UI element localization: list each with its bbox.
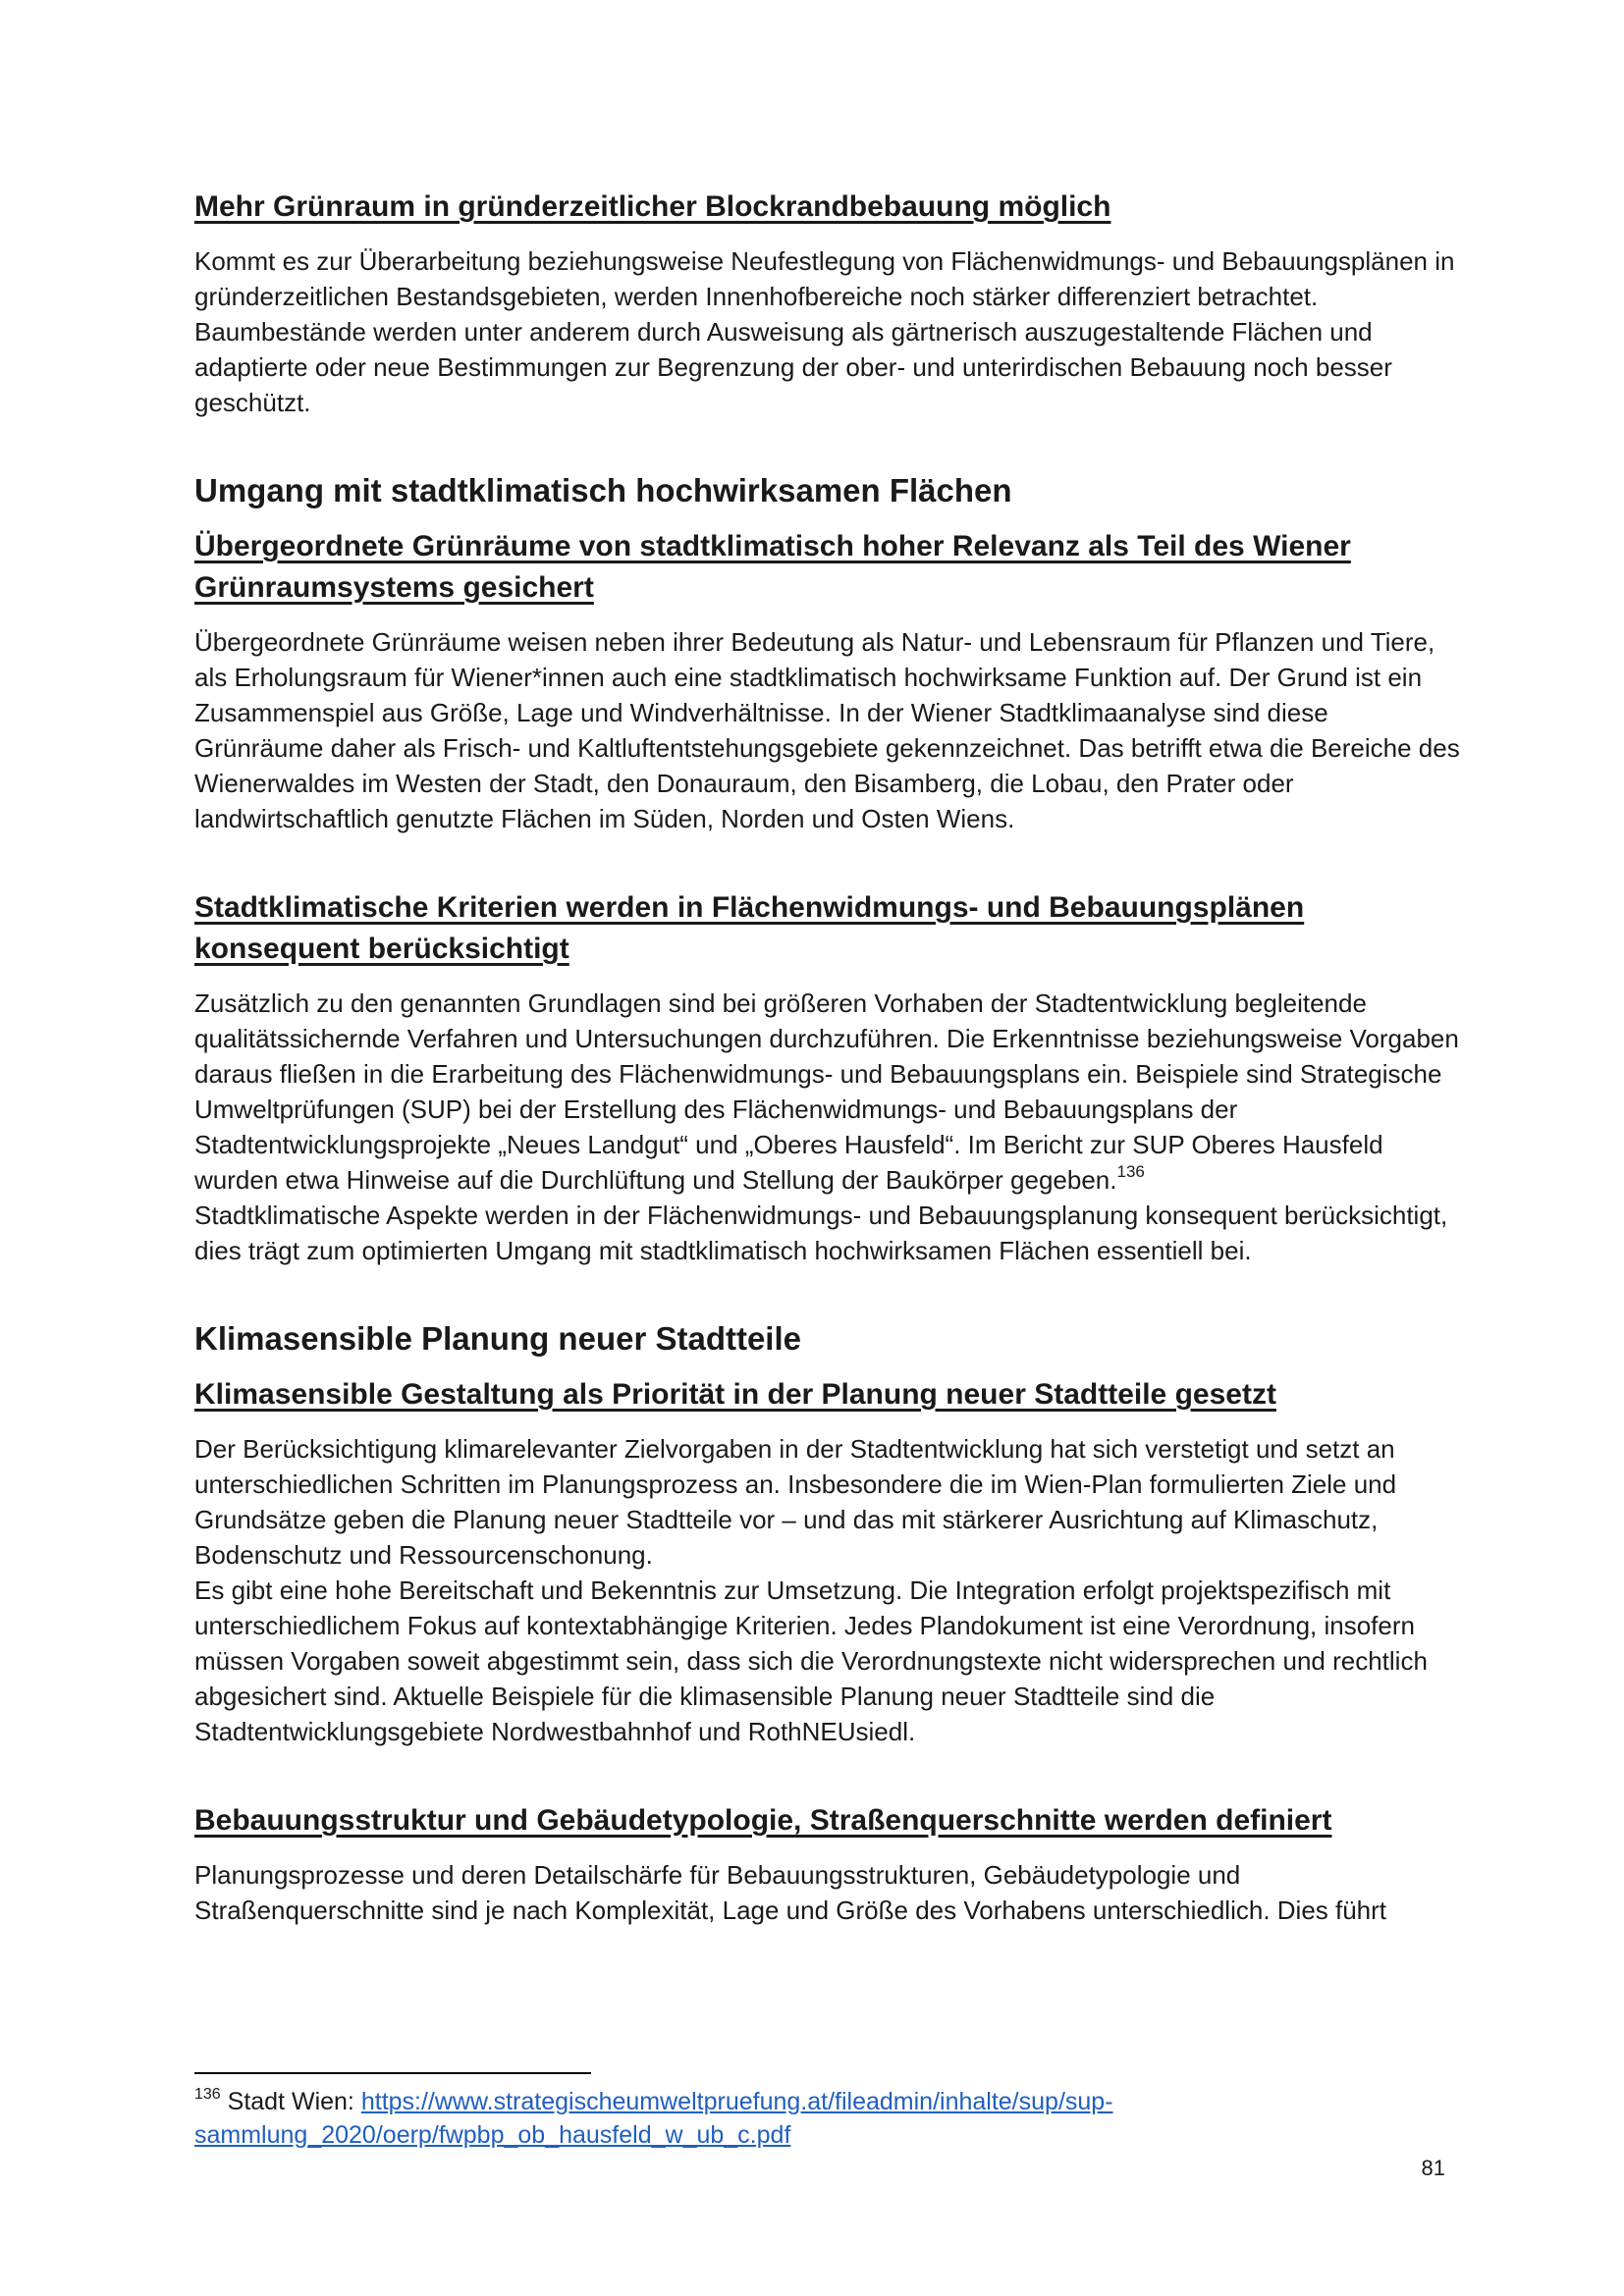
paragraph-kriterien-2: Stadtklimatische Aspekte werden in der Flächenwidmungs- und Bebauungsplanung konsequent berücksichtigt, dies trägt zum optimierten Umgang mit stadtklimatisch hochwirksamen Flächen essentiell bei. [194,1201,1448,1265]
paragraph-kriterien-1: Zusätzlich zu den genannten Grundlagen sind bei größeren Vorhaben der Stadtentwicklung begleitende qualitätssichernde Verfahren und Untersuchungen durchzuführen. Die Erkenntnisse beziehungsweise Vorgaben daraus fließen in die Erarbeitung des Flächenwidmungs- und Bebauungsplans ein. Beispiele sind Strategische Umweltprüfungen (SUP) bei der Erstellung des Flächenwidmungs- und Bebauungsplans der Stadtentwicklungsprojekte „Neues Landgut“ und „Oberes Hausfeld“. Im Bericht zur SUP Oberes Hausfeld wurden etwa Hinweise auf die Durchlüftung und Stellung der Baukörper gegeben.$^{136}$ [194,988,1459,1195]
section-heading-gestaltung: Klimasensible Gestaltung als Priorität in der Planung neuer Stadtteile gesetzt [194,1378,1276,1411]
paragraph-gestaltung-1: Der Berücksichtigung klimarelevanter Zielvorgaben in der Stadtentwicklung hat sich verstetigt und setzt an unterschiedlichen Schritten im Planungsprozess an. Insbesondere die im Wien-Plan formulierten Ziele und Grundsätze geben die Planung neuer Stadtteile vor – und das mit stärkerer Ausrichtung auf Klimaschutz, Bodenschutz und Ressourcenschonung. [194,1434,1397,1570]
footnote-reference[interactable]: 136 [1116,1162,1145,1182]
page-content [194,187,1461,1928]
section-title-hochwirksame-flaechen: Umgang mit stadtklimatisch hochwirksamen Flächen [194,472,1012,508]
section-heading-kriterien: Stadtklimatische Kriterien werden in Flächenwidmungs- und Bebauungsplänen konsequent berücksichtigt [194,891,1305,965]
footnote-separator [194,2072,591,2074]
footnote [194,2085,1461,2152]
section-heading-gruenraum: Mehr Grünraum in gründerzeitlicher Blockrandbebauung möglich [194,190,1111,223]
footnote-source: Stadt Wien: [227,2088,354,2115]
paragraph-gestaltung-2: Es gibt eine hohe Bereitschaft und Bekenntnis zur Umsetzung. Die Integration erfolgt projektspezifisch mit unterschiedlichem Fokus auf kontextabhängige Kriterien. Jedes Plandokument ist eine Verordnung, insofern müssen Vorgaben soweit abgestimmt sein, dass sich die Verordnungstexte nicht widersprechen und rechtlich abgesichert sind. Aktuelle Beispiele für die klimasensible Planung neuer Stadtteile sind die Stadtentwicklungsgebiete Nordwestbahnhof und RothNEUsiedl. [194,1575,1428,1746]
paragraph-bebauungsstruktur: Planungsprozesse und deren Detailschärfe für Bebauungsstrukturen, Gebäudetypologie und Straßenquerschnitte sind je nach Komplexität, Lage und Größe des Vorhabens unterschiedlich. Dies führt [194,1860,1387,1925]
paragraph-gruenraum: Kommt es zur Überarbeitung beziehungsweise Neufestlegung von Flächenwidmungs- und Bebauungsplänen in gründerzeitlichen Bestandsgebieten, werden Innenhofbereiche noch stärker differenziert betrachtet. Baumbestände werden unter anderem durch Ausweisung als gärtnerisch auszugestaltende Flächen und adaptierte oder neue Bestimmungen zur Begrenzung der ober- und unterirdischen Bebauung noch besser geschützt. [194,246,1455,417]
section-heading-bebauungsstruktur: Bebauungsstruktur und Gebäudetypologie, Straßenquerschnitte werden definiert [194,1804,1332,1837]
section-title-klimasensible-planung: Klimasensible Planung neuer Stadtteile [194,1320,801,1357]
page-number: 81 [1421,2156,1445,2180]
footnote-link[interactable]: https://www.strategischeumweltpruefung.at/fileadmin/inhalte/sup/sup-sammlung_2020/oerp/fwpbp_ob_hausfeld_w_ub_c.pdf [194,2088,1113,2149]
paragraph-gruenraeume: Übergeordnete Grünräume weisen neben ihrer Bedeutung als Natur- und Lebensraum für Pflanzen und Tiere, als Erholungsraum für Wiener*innen auch eine stadtklimatisch hochwirksame Funktion auf. Der Grund ist ein Zusammenspiel aus Größe, Lage und Windverhältnisse. In der Wiener Stadtklimaanalyse sind diese Grünräume daher als Frisch- und Kaltluftentstehungsgebiete gekennzeichnet. Das betrifft etwa die Bereiche des Wienerwaldes im Westen der Stadt, den Donauraum, den Bisamberg, die Lobau, den Prater oder landwirtschaftlich genutzte Flächen im Süden, Norden und Osten Wiens. [194,627,1460,833]
section-heading-gruenraeume: Übergeordnete Grünräume von stadtklimatisch hoher Relevanz als Teil des Wiener Grünraumsystems gesichert [194,530,1351,604]
footnote-number: 136 [194,2085,221,2103]
